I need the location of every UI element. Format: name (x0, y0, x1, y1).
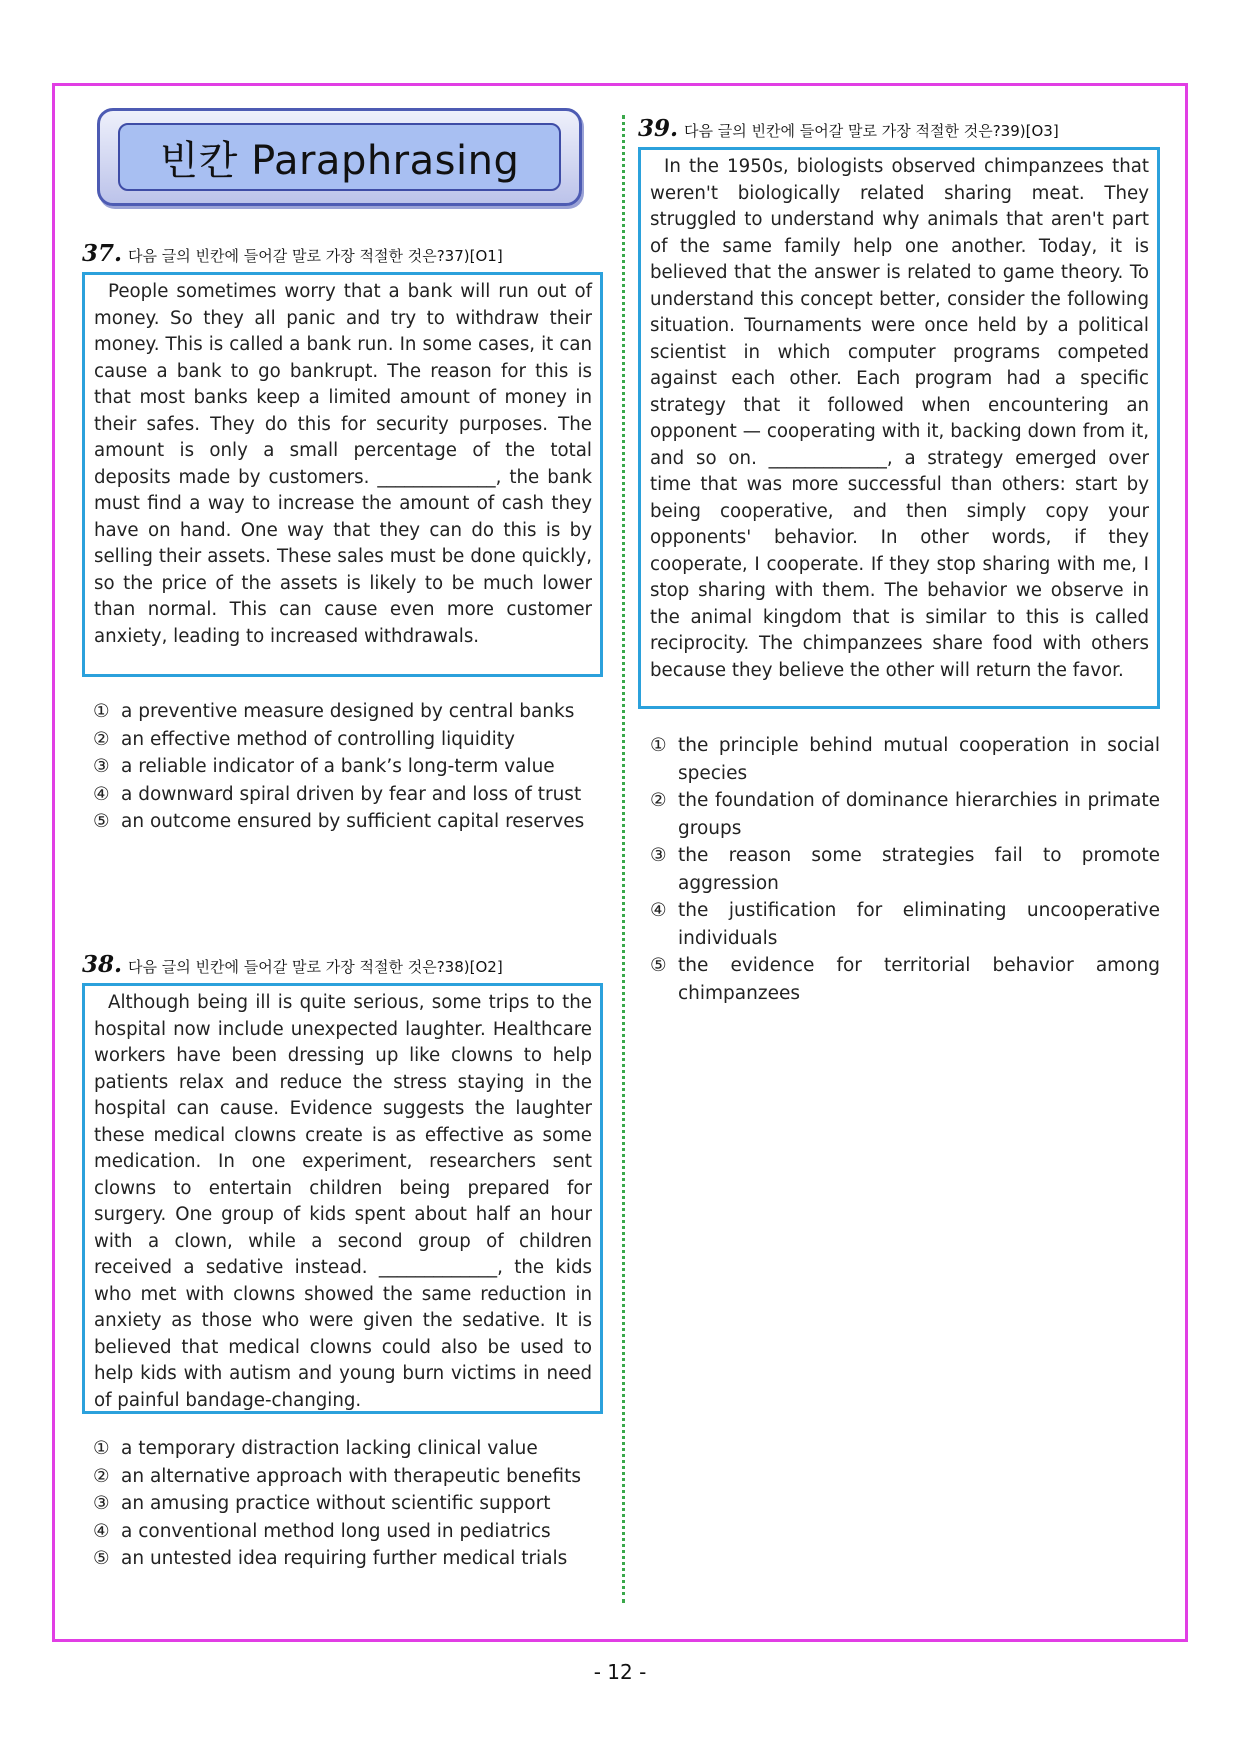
question-39-choices (650, 732, 1160, 1007)
question-ref: 39)[O3] (1000, 122, 1059, 140)
choice-4[interactable]: ④ the justification for eliminating uncooperative individuals (650, 900, 1160, 949)
question-37-passage (82, 272, 603, 677)
question-prompt: 다음 글의 빈칸에 들어갈 말로 가장 적절한 것은? (128, 958, 445, 976)
question-39-passage (638, 147, 1160, 709)
column-divider (622, 115, 625, 1603)
choice-1[interactable]: ① a preventive measure designed by central banks (93, 701, 575, 722)
question-ref: 38)[O2] (444, 958, 503, 976)
choice-5[interactable]: ⑤ an outcome ensured by sufficient capital reserves (93, 811, 585, 832)
question-number: 38. (82, 951, 123, 978)
choice-4[interactable]: ④ a downward spiral driven by fear and loss of trust (93, 783, 582, 805)
choice-5[interactable]: ⑤ an untested idea requiring further medical trials (93, 1548, 568, 1569)
passage-text: People sometimes worry that a bank will run out of money. So they all panic and try to withdraw their money. This is called a bank run. In some cases, it can cause a bank to go bankrupt. The reason for this is that most banks keep a limited amount of money in their safes. They do this for security purposes. The amount is only a small percentage of the total deposits made by customers. _____________, the bank must find a way to increase the amount of cash they have on hand. One way that they can do this is by selling their assets. These sales must be done quickly, so the price of the assets is likely to be much lower than normal. This can cause even more customer anxiety, leading to increased withdrawals. (94, 281, 592, 647)
choice-3[interactable]: ③ the reason some strategies fail to promote aggression (650, 845, 1160, 894)
passage-text: Although being ill is quite serious, some trips to the hospital now include unexpected laughter. Healthcare workers have been dressing up like clowns to help patients relax and reduce the stress staying in the hospital can cause. Evidence suggests the laughter these medical clowns create is as effective as some medication. In one experiment, researchers sent clowns to entertain children being prepared for surgery. One group of kids spent about half an hour with a clown, while a second group of children received a sedative instead. _____________, the kids who met with clowns showed the same reduction in anxiety as those who were given the sedative. It is believed that medical clowns could also be used to help kids with autism and young burn victims in need of painful bandage-changing. (94, 992, 592, 1411)
section-title: 빈칸 Paraphrasing (159, 137, 520, 184)
question-prompt: 다음 글의 빈칸에 들어갈 말로 가장 적절한 것은? (128, 247, 445, 265)
choice-3[interactable]: ③ an amusing practice without scientific support (93, 1493, 551, 1514)
passage-text: In the 1950s, biologists observed chimpanzees that weren't biologically related sharing meat. They struggled to understand why animals that aren't part of the same family help one another. Today, it is believed that the answer is related to game theory. To understand this concept better, consider the following situation. Tournaments were once held by a political scientist in which computer programs competed against each other. Each program had a specific strategy that it followed when encountering an opponent — cooperating with it, backing down from it, and so on. _____________, a strategy emerged over time that was more successful than others: start by being cooperative, and then simply copy your opponents' behavior. In other words, if they cooperate, I cooperate. If they stop sharing with me, I stop sharing with them. The behavior we observe in the animal kingdom that is similar to this is called reciprocity. The chimpanzees share food with others because they believe the other will return the favor. (650, 156, 1149, 681)
choice-4[interactable]: ④ a conventional method long used in pediatrics (93, 1520, 551, 1542)
question-number: 37. (82, 240, 123, 267)
choice-2[interactable]: ② an effective method of controlling liquidity (93, 728, 515, 750)
choice-2[interactable]: ② the foundation of dominance hierarchies in primate groups (650, 790, 1160, 839)
question-number: 39. (638, 115, 679, 142)
question-38-header (82, 951, 503, 978)
question-37-header (82, 240, 503, 267)
section-title-banner (97, 108, 582, 206)
question-39-header (638, 115, 1059, 142)
choice-5[interactable]: ⑤ the evidence for territorial behavior among chimpanzees (650, 955, 1160, 1004)
question-prompt: 다음 글의 빈칸에 들어갈 말로 가장 적절한 것은? (684, 122, 1001, 140)
question-ref: 37)[O1] (444, 247, 503, 265)
question-38-choices (93, 1435, 603, 1573)
choice-1[interactable]: ① a temporary distraction lacking clinical value (93, 1438, 538, 1459)
choice-1[interactable]: ① the principle behind mutual cooperation in social species (650, 735, 1160, 784)
question-38-passage (82, 983, 603, 1414)
question-37-choices (93, 698, 603, 836)
choice-2[interactable]: ② an alternative approach with therapeutic benefits (93, 1465, 581, 1487)
choice-3[interactable]: ③ a reliable indicator of a bank’s long-term value (93, 756, 555, 777)
page-number: - 12 - (593, 1660, 647, 1684)
